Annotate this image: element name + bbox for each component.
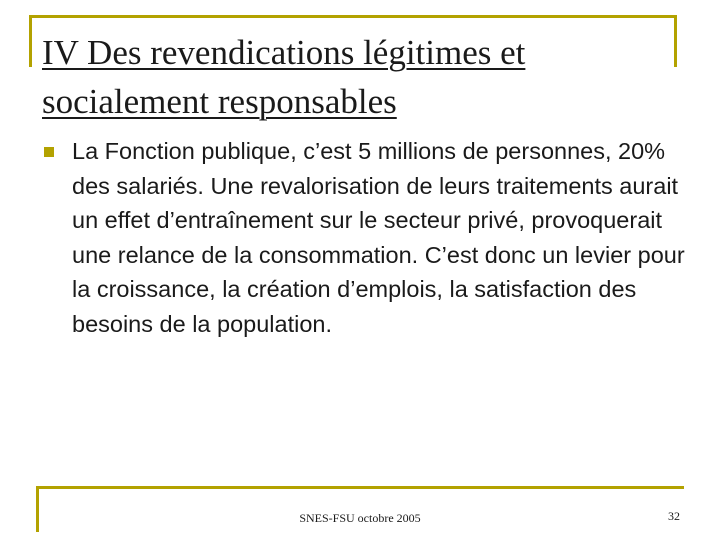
bullet-list — [44, 134, 694, 342]
page-number: 32 — [668, 509, 680, 523]
frame-line-top — [29, 15, 677, 18]
frame-line-left — [29, 15, 32, 67]
bullet-item — [44, 134, 694, 342]
footer-text: SNES-FSU octobre 2005 — [299, 511, 421, 525]
square-bullet-icon — [44, 147, 54, 157]
bullet-text: La Fonction publique, c’est 5 millions de personnes, 20% des salariés. Une revalorisation de leurs traitements aurait un effet d’entraînement sur le secteur privé, provoquerait une relance de la consommation. C’est donc un levier pour la croissance, la création d’emplois, la satisfaction des besoins de la population. — [72, 138, 685, 337]
frame-line-bottom — [36, 486, 684, 489]
slide-title: IV Des revendications légitimes et socialement responsables — [42, 33, 526, 121]
